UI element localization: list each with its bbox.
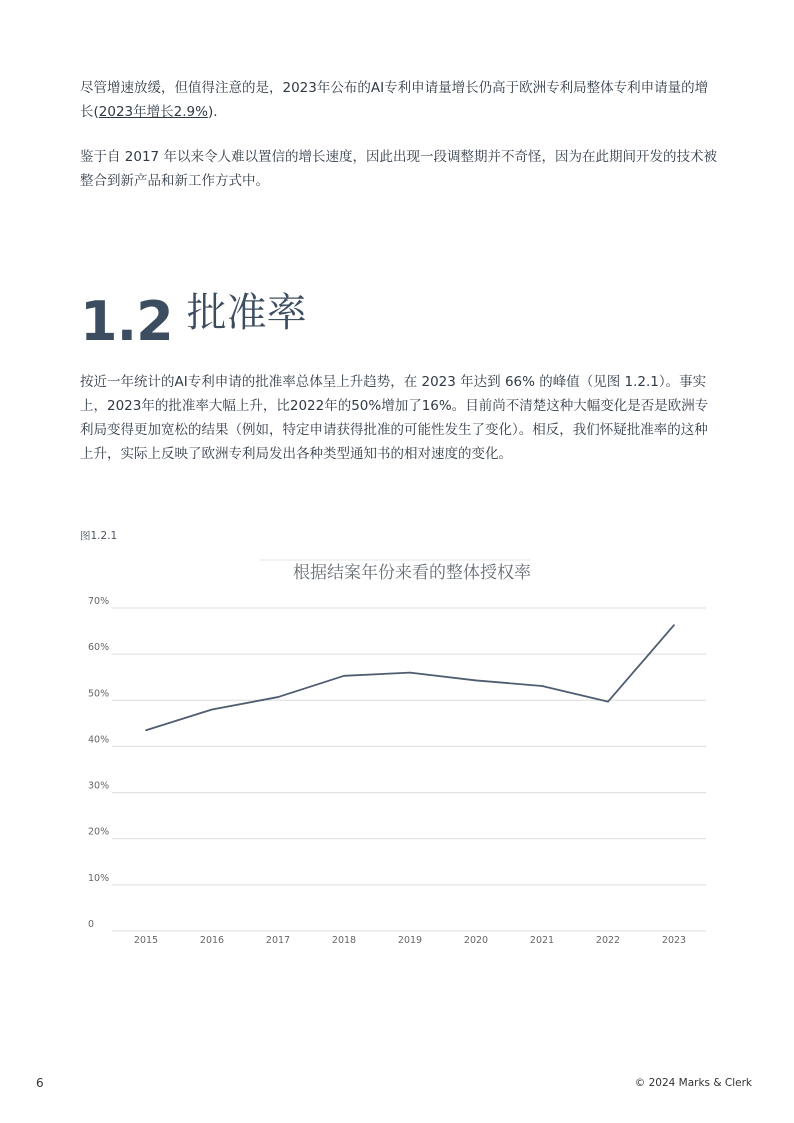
x-tick-label: 2017 [265,935,291,946]
y-tick-label: 30% [88,780,110,792]
data-point [607,701,609,703]
x-tick-label: 2015 [133,935,159,946]
y-tick-label: 20% [88,826,110,838]
paragraph-approval-rate: 按近一年统计的AI专利申请的批准率总体呈上升趋势，在 2023 年达到 66% 的峰值（见图 1.2.1）。事实上，2023年的批准率大幅上升，比2022年的50%增加了16%。目前尚不清楚这种大幅变化是否是欧洲专利局变得更加宽松的结果（例如，特定申请获得批准的可能性发生了变化）。相反，我们怀疑批准率的这种上升，实际上反映了欧洲专利局发出各种类型通知书的相对速度的变化。 [80,374,709,462]
approval-rate-chart [80,552,720,952]
paragraph-adjustment: 鉴于自 2017 年以来令人难以置信的增长速度，因此出现一段调整期并不奇怪，因为在此期间开发的技术被整合到新产品和新工作方式中。 [80,149,717,189]
page-number: 6 [36,1076,44,1090]
section-heading [80,290,307,353]
figure-label: 图1.2.1 [80,530,118,542]
paragraph-growth [80,76,720,124]
chart-title: 根据结案年份来看的整体授权率 [293,563,531,583]
x-tick-label: 2023 [661,935,687,946]
x-tick-label: 2016 [199,935,225,946]
data-point [145,729,147,731]
data-point [409,672,411,674]
x-tick-label: 2019 [397,935,423,946]
series-line [146,625,674,730]
y-tick-label: 40% [88,734,110,746]
epo-growth-link[interactable]: 2023年增长2.9% [98,104,208,120]
x-tick-label: 2018 [331,935,357,946]
paragraph-growth-text: 尽管增速放缓，但值得注意的是，2023年公布的AI专利申请量增长仍高于欧洲专利局整体专利申请量的增长( [80,80,709,120]
data-point [475,680,477,682]
paragraph-growth-end: ). [207,104,218,120]
x-tick-label: 2021 [529,935,555,946]
data-point [673,624,675,626]
x-tick-label: 2020 [463,935,489,946]
section-number: 1.2 [80,290,173,353]
y-tick-label: 10% [88,872,110,884]
copyright: © 2024 Marks & Clerk [634,1077,752,1089]
section-title: 批准率 [186,290,307,336]
data-point [277,696,279,698]
y-tick-label: 60% [88,642,110,654]
data-point [541,685,543,687]
x-tick-label: 2022 [595,935,621,946]
y-tick-label: 70% [88,596,110,607]
y-tick-label: 50% [88,688,110,700]
y-tick-label: 0 [88,919,95,930]
data-point [343,675,345,677]
data-point [211,709,213,711]
